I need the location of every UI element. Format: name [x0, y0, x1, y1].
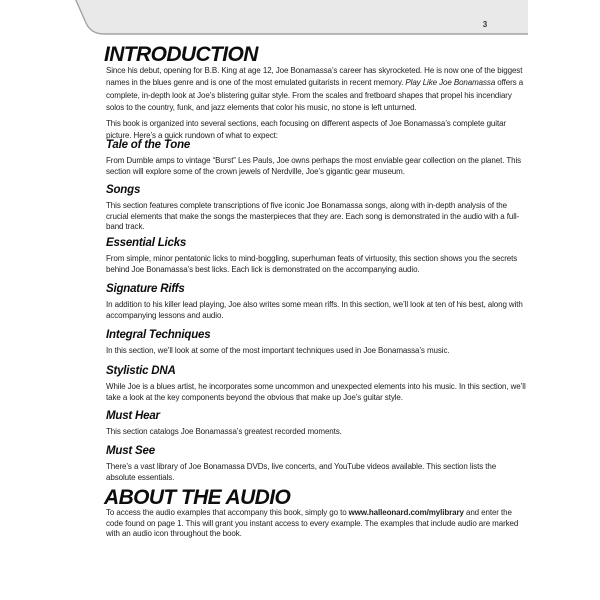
section-stylistic-dna — [106, 365, 526, 403]
section-heading: Must See — [106, 445, 155, 457]
section-heading: Songs — [106, 184, 141, 196]
section-heading: Tale of the Tone — [106, 139, 191, 151]
section-body: In this section, we’ll look at some of the most important techniques used in Joe Bonamassa’s music. — [106, 346, 450, 355]
about-the-audio-paragraph: To access the audio examples that accompany this book, simply go to www.halleonard.com/mylibrary and enter the code found on page 1. This will grant you instant access to every example. The examples that include audio are marked with an audio icon throughout the book. — [106, 508, 519, 539]
introduction-title: INTRODUCTION — [104, 43, 258, 66]
about-the-audio-title: ABOUT THE AUDIO — [104, 486, 291, 509]
section-heading: Essential Licks — [106, 237, 187, 249]
section-songs — [106, 184, 526, 233]
section-body: There’s a vast library of Joe Bonamassa DVDs, live concerts, and YouTube videos available. This section lists the absolute essentials. — [106, 462, 497, 482]
section-body: This section features complete transcriptions of five iconic Joe Bonamassa songs, along with in-depth analysis of the crucial elements that make the songs the masterpieces that they are. Each song is demonstrated in the audio with a full-band track. — [106, 201, 520, 232]
section-heading: Signature Riffs — [106, 283, 185, 295]
section-integral-techniques — [106, 329, 526, 357]
section-tale-of-the-tone — [106, 139, 526, 177]
section-heading: Must Hear — [106, 410, 160, 422]
page-content — [106, 0, 526, 600]
section-body: From simple, minor pentatonic licks to mind-boggling, superhuman feats of virtuosity, this section shows you the secrets behind Joe Bonamassa’s best licks. Each lick is demonstrated on the accompanying audio. — [106, 254, 518, 274]
introduction-paragraph-2: This book is organized into several sections, each focusing on different aspects of Joe Bonamassa’s complete guitar picture. Here’s a quick rundown of what to expect: — [106, 119, 506, 141]
section-body: While Joe is a blues artist, he incorporates some uncommon and unexpected elements into his music. In this section, we’ll take a look at the key components beyond the obvious that make up Joe’s guitar style. — [106, 382, 526, 402]
section-must-see — [106, 445, 526, 483]
section-must-hear — [106, 410, 526, 438]
page-number: 3 — [482, 20, 488, 29]
introduction-paragraph-1: Since his debut, opening for B.B. King at age 12, Joe Bonamassa’s career has skyrocketed. He is now one of the biggest names in the blues genre and is one of the most emulated guitarists in recent memory. Play Like Joe Bonamassa offers a complete, in-depth look at Joe’s blistering guitar style. From the scales and fretboard shapes that propel his incendiary solos to the country, funk, and jazz elements that color his music, no stone is left unturned. — [106, 66, 524, 112]
section-signature-riffs — [106, 283, 526, 321]
section-heading: Integral Techniques — [106, 329, 211, 341]
section-body: From Dumble amps to vintage “Burst” Les Pauls, Joe owns perhaps the most enviable gear collection on the planet. This section will explore some of the crown jewels of Nerdville, Joe’s gigantic gear museum. — [106, 156, 522, 176]
section-body: This section catalogs Joe Bonamassa’s greatest recorded moments. — [106, 427, 342, 436]
section-heading: Stylistic DNA — [106, 365, 176, 377]
section-body: In addition to his killer lead playing, Joe also writes some mean riffs. In this section, we’ll look at ten of his best, along with accompanying lessons and audio. — [106, 300, 523, 320]
section-essential-licks — [106, 237, 526, 275]
